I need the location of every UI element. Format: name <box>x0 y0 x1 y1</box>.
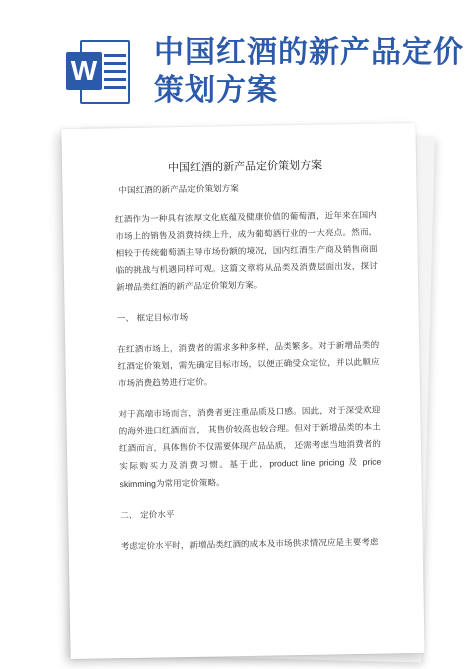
paragraph-intro: 红酒作为一种具有浓厚文化底蕴及健康价值的葡萄酒，近年来在国内市场上的销售及消费持续上升，成为葡萄酒行业的一大亮点。然而，相较于传统葡萄酒主导市场份额的境况，国内红酒生产商及销售商面临的挑战与机遇同样可观。这篇文章将从品类及消费层面出发，探讨新增品类红酒的新产品定价策划方案。 <box>114 210 378 294</box>
document-body <box>114 156 383 571</box>
paragraph-target-market: 在红酒市场上，消费者的需求多种多样，品类繁多。对于新增品类的红酒定价策划，需先确定目标市场，以便正确受众定位，并以此顺应市场消费趋势进行定价。 <box>117 340 380 390</box>
document-title: 中国红酒的新产品定价策划方案 <box>167 158 323 175</box>
term-price-skimming: price skimming <box>119 456 382 490</box>
banner-title: 中国红酒的新产品定价策划方案 <box>154 35 464 108</box>
banner-header <box>0 0 474 120</box>
paragraph-pricing-level: 考虑定价水平时，新增品类红酒的成本及市场供求情况应是主要考虑 <box>120 537 379 553</box>
document-subtitle: 中国红酒的新产品定价策划方案 <box>118 184 239 197</box>
word-document-icon <box>66 38 132 108</box>
paragraph-high-end <box>118 403 381 495</box>
paragraph-high-end-text: 对于高端市场而言，消费者更注重品质及口感。因此，对于深受欢迎的海外进口红酒而言， 其售价较高也较合理。但对于新增品类的本土红酒而言，具体售价不仅需要体现产品品质， 还需考虑当地消费者的实际购买力及消费习惯。基于此， <box>118 405 382 473</box>
conjunction-text: 及 <box>348 457 359 469</box>
word-badge: W <box>66 52 102 90</box>
paragraph-high-end-end: 为常用定价策略。 <box>155 478 225 490</box>
document-page <box>61 123 424 659</box>
section-heading-2: 二、 定价水平 <box>120 510 175 522</box>
term-product-line-pricing: product line pricing <box>269 457 345 469</box>
section-heading-1: 一、 框定目标市场 <box>116 312 189 325</box>
